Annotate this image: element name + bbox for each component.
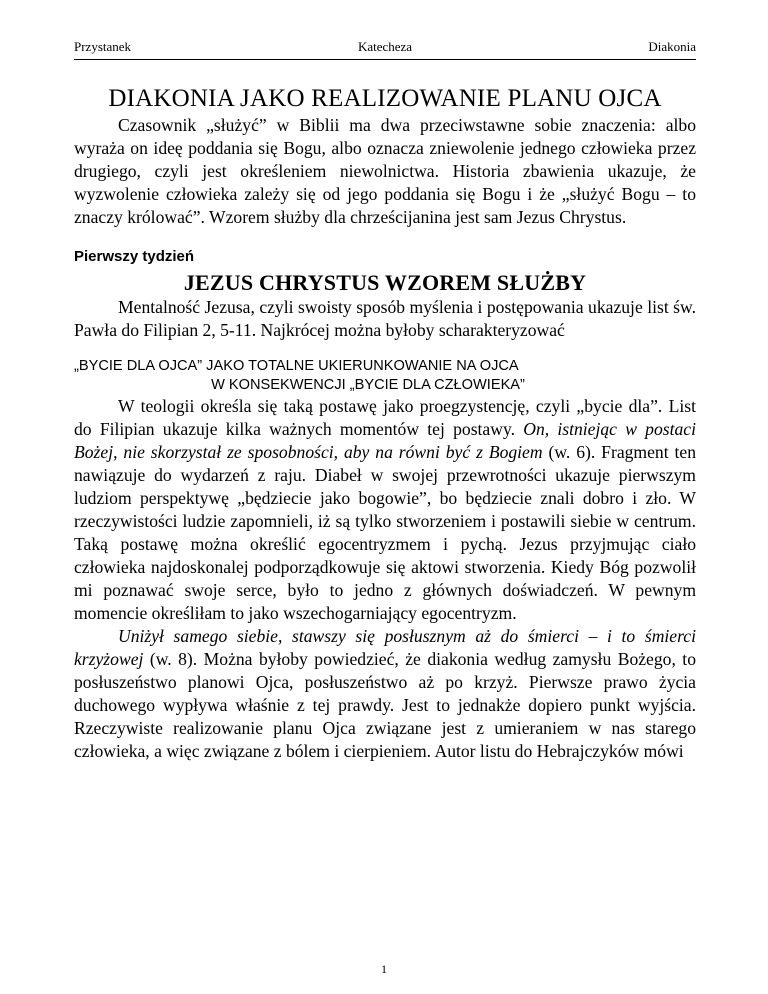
subsection-heading: [74, 357, 696, 395]
week-label: Pierwszy tydzień: [74, 248, 195, 265]
header-center: Katecheza: [357, 39, 413, 54]
paragraph-3: [74, 395, 696, 625]
paragraph-3-quote: On, istniejąc w postaci Bożej, nie skorzystał ze sposobności, aby na równi być z Bogiem: [74, 419, 696, 462]
intro-paragraph: Czasownik „służyć” w Biblii ma dwa przeciwstawne sobie znaczenia: albo wyraża on ideę poddania się Bogu, albo oznacza zniewolenie jednego człowieka przez drugiego, czyli jest określeniem niewolnictwa. Historia zbawienia ukazuje, że wyzwolenie człowieka zależy się od jego poddania się Bogu i że „służyć Bogu – to znaczy królować”. Wzorem służby dla chrześcijanina jest sam Jezus Chrystus.: [74, 115, 696, 227]
paragraph-4: [74, 625, 696, 763]
page-header: [74, 38, 696, 60]
section-title: JEZUS CHRYSTUS WZOREM SŁUŻBY: [183, 270, 587, 295]
page-number: 1: [381, 962, 387, 976]
header-left: Przystanek: [74, 39, 132, 54]
paragraph-4-quote: Uniżył samego siebie, stawszy się posłusznym aż do śmierci – i to śmierci krzyżowej: [74, 626, 696, 669]
paragraph-3-text-b: (w. 6). Fragment ten nawiązuje do wydarzeń z raju. Diabeł w swojej przewrotności ukazuje pierwszym ludziom perspektywę „będziecie jako bogowie”, bo będziecie znali dobro i zło. W rzeczywistości ludzie zapomnieli, iż są tylko stworzeniem i postawili siebie w centrum. Taką postawę można określić egocentryzmem i pychą. Jezus przyjmując ciało człowieka najdoskonalej podporządkowuje się aktowi stworzenia. Kiedy Bóg pozwolił mi poznawać swoje serce, było to jedno z głównych doświadczeń. W pewnym momencie określiłam to jako wszechogarniający egocentryzm.: [74, 442, 697, 623]
page-content: [74, 84, 696, 763]
document-title: DIAKONIA JAKO REALIZOWANIE PLANU OJCA: [108, 85, 662, 112]
paragraph-4-text: (w. 8). Można byłoby powiedzieć, że diakonia według zamysłu Bożego, to posłuszeństwo planowi Ojca, posłuszeństwo aż po krzyż. Pierwsze prawo życia duchowego wypływa właśnie z tej prawdy. Jest to jednakże dopiero punkt wyjścia. Rzeczywiste realizowanie planu Ojca związane jest z umieraniem w nas starego człowieka, a więc związane z bólem i cierpieniem. Autor listu do Hebrajczyków mówi: [74, 649, 696, 761]
subsection-heading-line2: W KONSEKWENCJI „BYCIE DLA CZŁOWIEKA”: [211, 377, 525, 393]
subsection-heading-line1: „BYCIE DLA OJCA” JAKO TOTALNE UKIERUNKOWANIE NA OJCA: [74, 358, 519, 374]
paragraph-3-text-a: W teologii określa się taką postawę jako proegzystencję, czyli „bycie dla”. List do Filipian ukazuje kilka ważnych momentów tej postawy.: [74, 396, 696, 439]
paragraph-2: Mentalność Jezusa, czyli swoisty sposób myślenia i postępowania ukazuje list św. Pawła do Filipian 2, 5-11. Najkrócej można byłoby scharakteryzować: [74, 297, 696, 340]
header-right: Diakonia: [648, 39, 696, 54]
